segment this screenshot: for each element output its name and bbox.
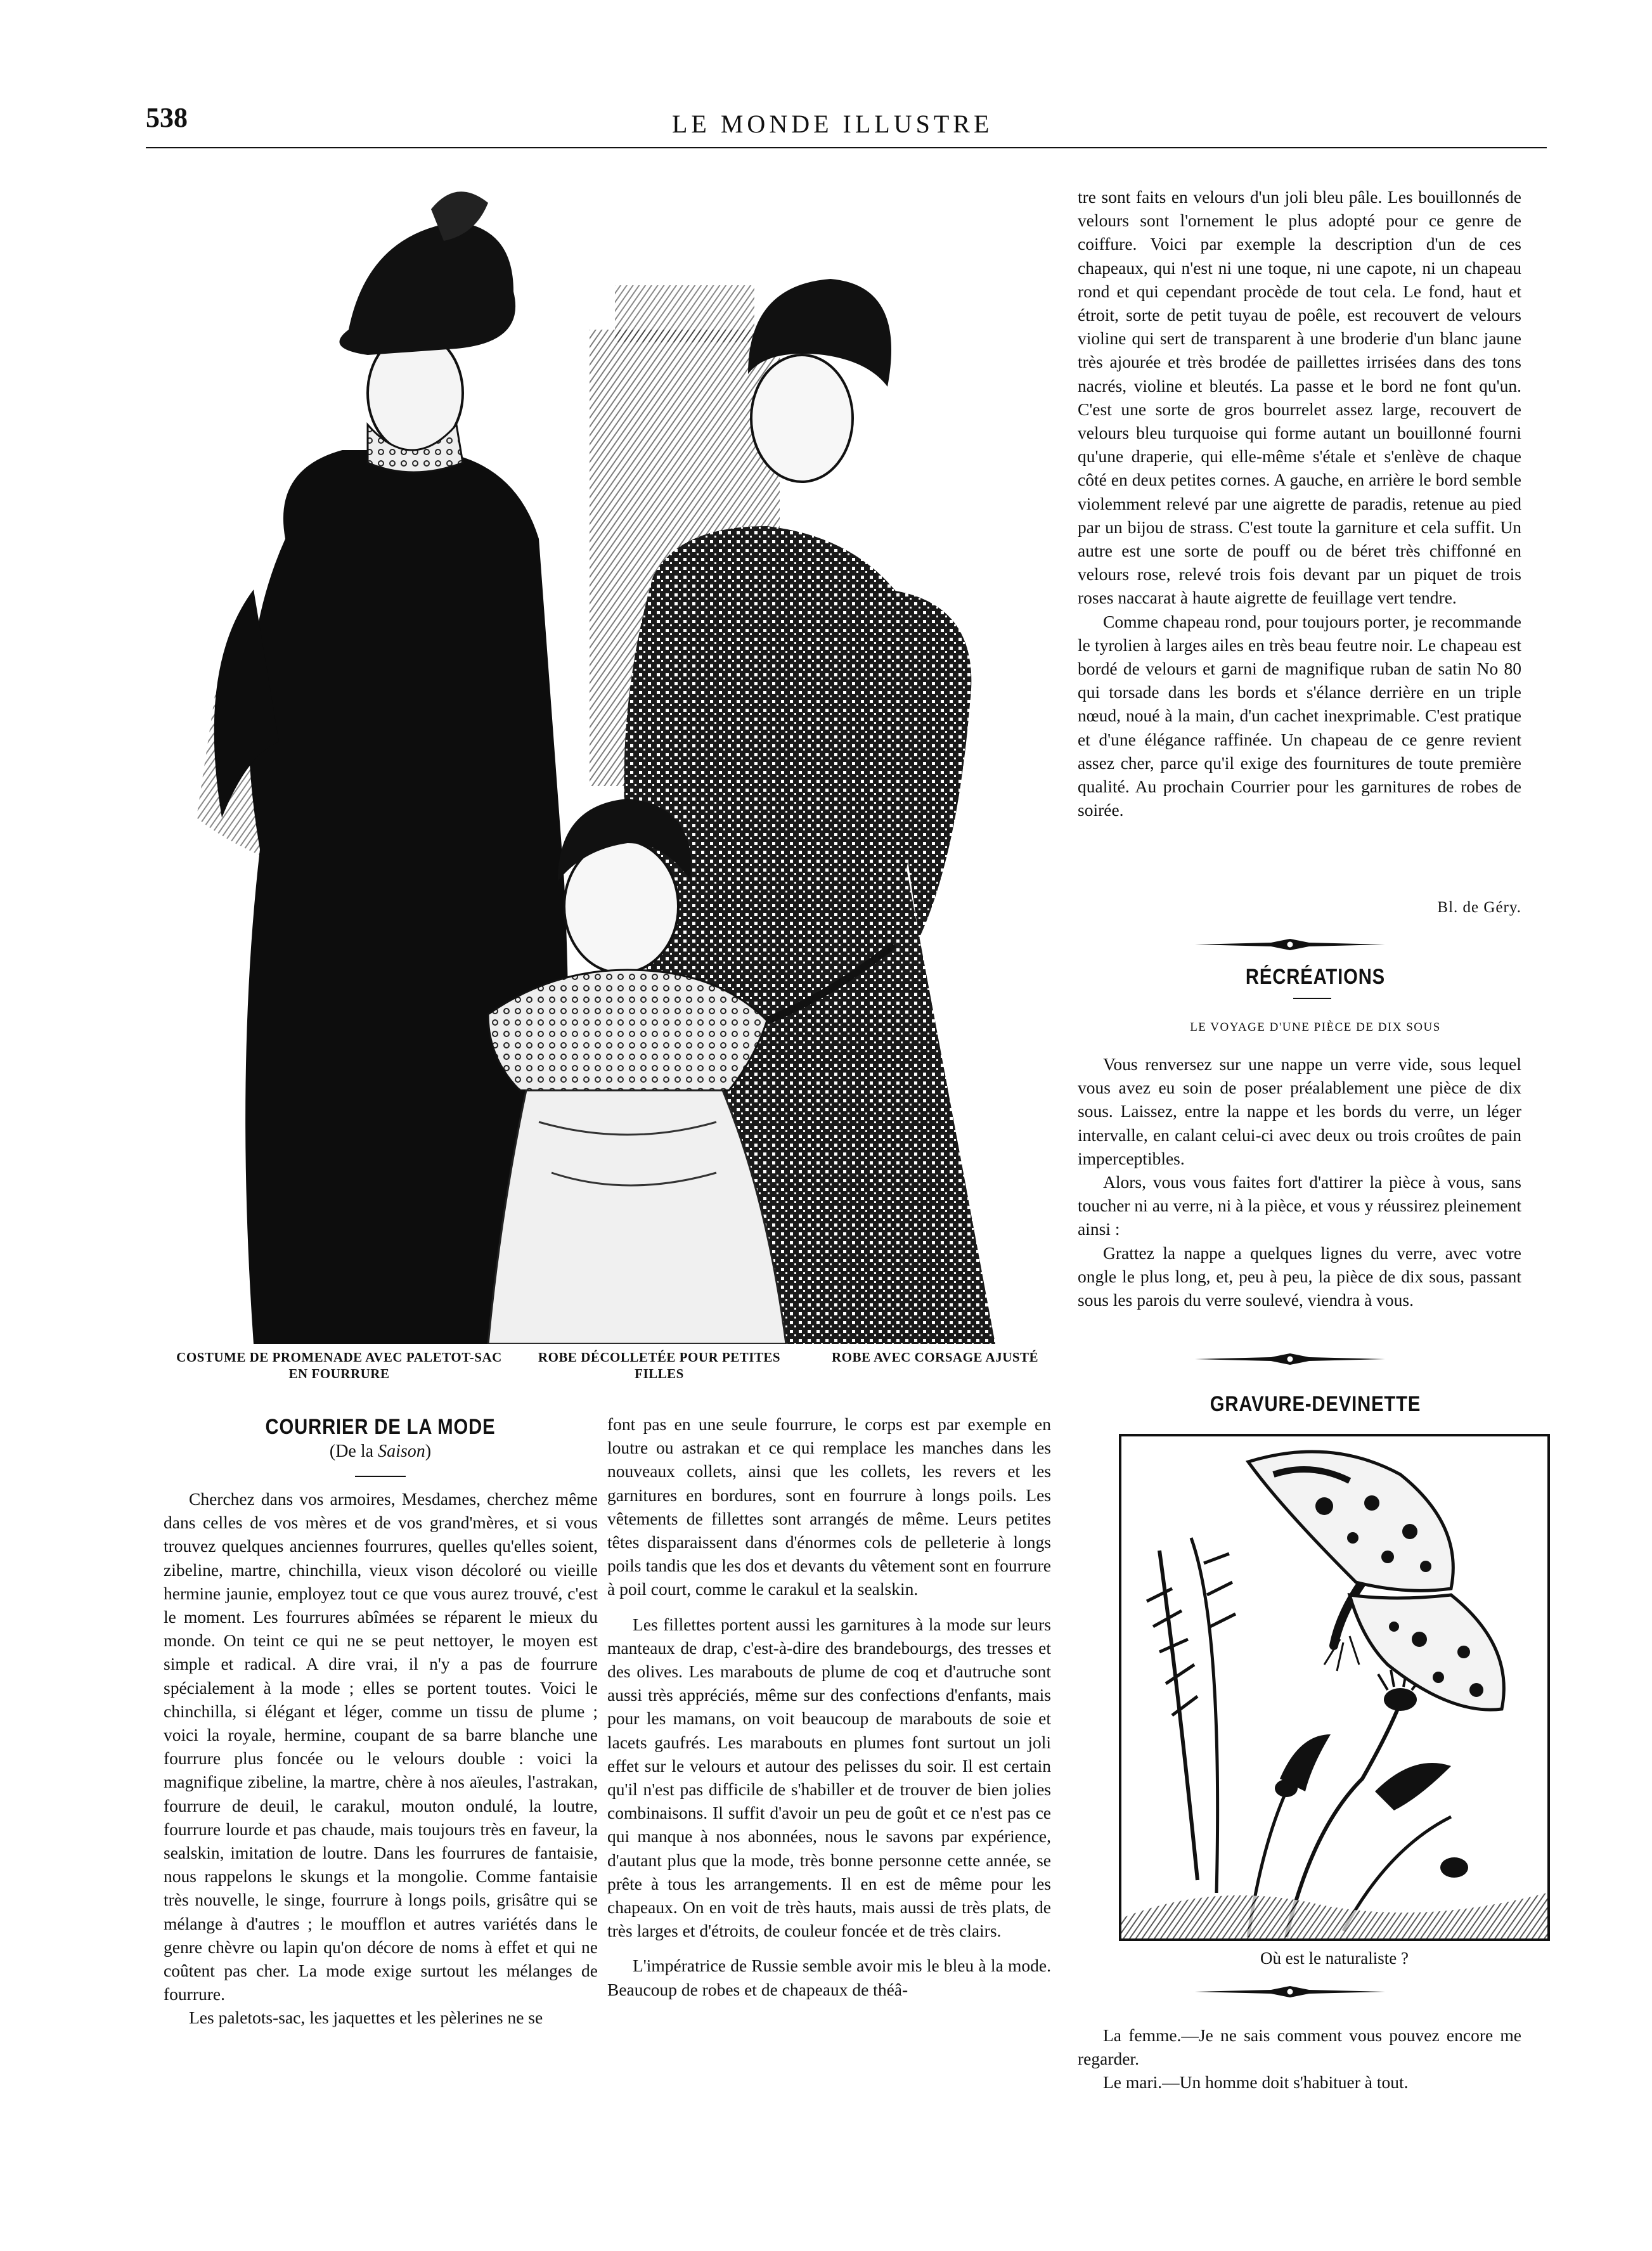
caption-fillettes xyxy=(526,1349,792,1382)
courrier-column-3 xyxy=(1078,185,1521,822)
caption-line: EN FOURRURE xyxy=(288,1366,390,1381)
recreations-subtitle: LE VOYAGE D'UNE PIÈCE DE DIX SOUS xyxy=(1190,1021,1441,1034)
butterfly-engraving xyxy=(1121,1436,1547,1938)
header-rule xyxy=(146,147,1547,148)
caption-line: COSTUME DE PROMENADE AVEC PALETOT-SAC xyxy=(176,1350,502,1365)
paragraph: Les fillettes portent aussi les garnitures à la mode sur leurs manteaux de drap, c'est-à-dire des brandebourgs, des tresses et des olives. Les marabouts de plume de coq et d'autruche sont aussi très appréciés, même sur des confections d'enfants, mais pour les mamans, on voit beaucoup de marabouts de soie et lacets gaufrés. Les marabouts en plumes font surtout un joli effet sur le velours et autour des pelisses du soir. Il est certain qu'il n'est pas difficile de s'habiller et de trouver de bien jolies combinaisons. Il suffit d'avoir un peu de goût et ce n'est pas ce qui manque à nos abonnées, nous le savons par expérience, d'autant plus que la mode, très bonne personne cette année, se prête à tous les arrangements. Il en est de même pour les chapeaux. On en voit de très hauts, mais aussi de très plats, de très larges et d'étroits, de couleur foncée et de très clairs. xyxy=(607,1614,1051,1941)
caption-promenade xyxy=(162,1349,517,1382)
paragraph: Les paletots-sac, les jaquettes et les pèlerines ne se xyxy=(189,2008,543,2028)
fashion-engraving xyxy=(158,184,1065,1344)
gravure-puzzle-frame xyxy=(1119,1434,1550,1941)
paragraph: Vous renversez sur une nappe un verre vide, sous lequel vous avez eu soin de poser préalablement une pièce de dix sous. Laissez, entre la nappe et les bords du verre, un léger intervalle, en calant celui-ci avec deux ou trois croûtes de pain imperceptibles. xyxy=(1078,1054,1521,1168)
paragraph: L'impératrice de Russie semble avoir mis le bleu à la mode. Beaucoup de robes et de chapeaux de théâ- xyxy=(607,1956,1051,1999)
ornament-divider xyxy=(1195,1984,1385,1999)
gravure-caption: Où est le naturaliste ? xyxy=(1260,1949,1409,1968)
ornament-divider xyxy=(1195,1351,1385,1367)
courrier-column-1 xyxy=(164,1487,598,2030)
courrier-subtitle xyxy=(165,1442,596,1462)
caption-line: ROBE DÉCOLLETÉE POUR PETITES xyxy=(538,1350,781,1365)
ornament-divider xyxy=(1195,937,1385,952)
paragraph: Alors, vous vous faites fort d'attirer la pièce à vous, sans toucher ni au verre, ni à la pièce, et vous y réussirez pleinement ainsi : xyxy=(1078,1172,1521,1239)
journal-title: LE MONDE ILLUSTRE xyxy=(672,110,993,138)
caption-corsage xyxy=(802,1349,1068,1365)
paragraph: font pas en une seule fourrure, le corps est par exemple en loutre ou astrakan et ce qui remplace les manches dans les nouveaux collets, ainsi que les collets, les revers et les garnitures en bordures, sont en fourrure à longs poils. Les vêtements de fillettes sont arrangés de même. Leurs petites têtes disparaissent dans d'énormes cols de pelleterie à longs poils tandis que les dos et devants du vêtement sont en fourrure à poil court, comme le carakul et la sealskin. xyxy=(607,1414,1051,1599)
courrier-column-2 xyxy=(607,1412,1051,2001)
anecdote-dialog xyxy=(1078,2023,1521,2094)
page-number: 538 xyxy=(146,102,188,133)
gravure-title: GRAVURE-DEVINETTE xyxy=(1210,1392,1421,1416)
dialog-line-wife: La femme.—Je ne sais comment vous pouvez encore me regarder. xyxy=(1078,2025,1521,2069)
caption-line: FILLES xyxy=(635,1366,684,1381)
caption-line: ROBE AVEC CORSAGE AJUSTÉ xyxy=(831,1350,1039,1365)
paragraph: Grattez la nappe a quelques lignes du verre, avec votre ongle le plus long, et, peu à peu, la pièce de dix sous, passant sous les parois du verre soulevé, viendra à vous. xyxy=(1078,1242,1521,1310)
courrier-rule xyxy=(355,1476,406,1477)
subtitle-prefix: (De la xyxy=(329,1442,378,1461)
dialog-line-husband: Le mari.—Un homme doit s'habituer à tout. xyxy=(1103,2072,1409,2093)
recreations-body xyxy=(1078,1052,1521,1312)
author-signature: Bl. de Géry. xyxy=(1437,899,1521,916)
subtitle-suffix: ) xyxy=(425,1442,432,1461)
paragraph: Cherchez dans vos armoires, Mesdames, cherchez même dans celles de vos mères et de vos grand'mères, et si vous trouvez quelques anciennes fourrures, quelles qu'elles soient, zibeline, martre, chinchilla, vieux vison décoloré ou vieille hermine jaunie, employez tout ce que vous aurez trouvé, c'est le moment. Les fourrures abîmées se réparent le mieux du monde. On teint ce qui ne se peut nettoyer, le moyen est simple et radical. A dire vrai, il n'y a pas de fourrure spécialement à la mode ; elles se portent toutes. Voici le chinchilla, si élégant et léger, comme un tissu de plume ; voici la royale, hermine, coupant de sa barre blanche une fourrure plus foncée ou le velours double : voici la magnifique zibeline, la martre, chère à nos aïeules, l'astrakan, fourrure de deuil, le carakul, mouton ondulé, la loutre, fourrure lourde et pas chaude, mais toujours très en faveur, la sealskin, imitation de loutre. Dans les fourrures de fantaisie, nous rappelons le skungs et la mongolie. Comme fantaisie très nouvelle, le singe, fourrure à longs poils, grisâtre qui se mélange à d'autres ; le moufflon et autres variétés dans le genre chèvre ou lapin qu'on décore de noms à effet et qui ne coûtent pas cher. La mode exige surtout les mélanges de fourrure. xyxy=(164,1489,598,2004)
fashion-engraving-illustration xyxy=(158,184,1065,1344)
subtitle-source: Saison xyxy=(378,1442,425,1461)
recreations-title: RÉCRÉATIONS xyxy=(1245,965,1386,989)
paragraph: Comme chapeau rond, pour toujours porter, je recommande le tyrolien à larges ailes en très beau feutre noir. Le chapeau est bordé de velours et garni de magnifique ruban de satin No 80 qui torsade dans les bords et s'élance derrière en un triple nœud, noué à la main, d'un cachet inexprimable. C'est pratique et d'une élégance raffinée. Un chapeau de ce genre revient assez cher, parce qu'il exige des fournitures de toute première qualité. Au prochain Courrier pour les garnitures de robes de soirée. xyxy=(1078,611,1521,820)
paragraph: tre sont faits en velours d'un joli bleu pâle. Les bouillonnés de velours sont l'ornement le plus adopté pour ce genre de coiffure. Voici par exemple la description d'un de ces chapeaux, qui n'est ni une toque, ni une capote, ni un chapeau rond et qui cependant procède de tout cela. Le fond, haut et étroit, sorte de petit tuyau de poêle, est recouvert de velours violine qui sert de transparent à une broderie d'un blanc jaune très ajourée et très brodée de paillettes irrisées dans des tons nacrés, violine et bleutés. La passe et le bord ne font qu'un. C'est une sorte de gros bourrelet assez large, recouvert de velours bleu turquoise qui forme autant un bouillonné fourni qu'une draperie, qui elle-même s'étale et s'enlève de chaque côté en deux petites cornes. A gauche, en arrière le bord semble violemment relevé par une aigrette de paradis, retenue au pied par un bijou de strass. C'est toute la garniture et cela suffit. Un autre est une sorte de pouff ou de béret très chiffonné en velours rose, relevé trois fois devant par un piquet de trois roses naccarat à haute aigrette de feuillage vert tendre. xyxy=(1078,187,1521,608)
courrier-title: COURRIER DE LA MODE xyxy=(265,1415,496,1439)
recreations-rule xyxy=(1293,998,1331,999)
